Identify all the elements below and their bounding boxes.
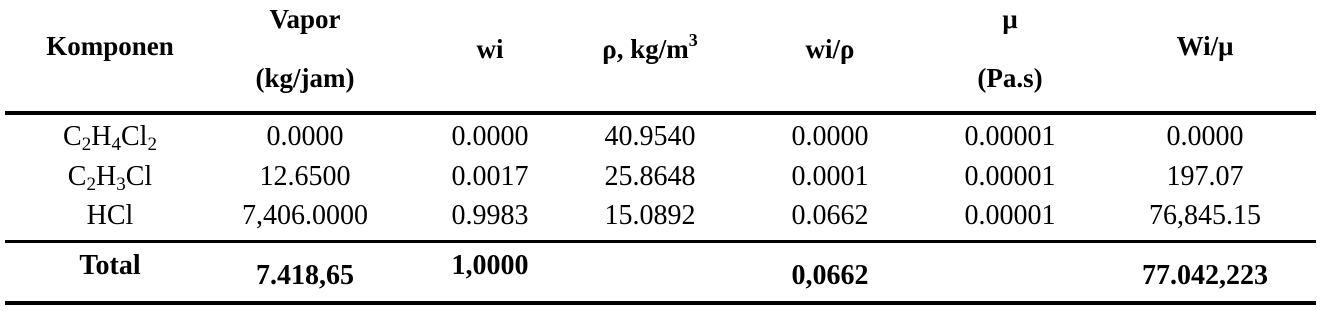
cell-rho: 15.0892 <box>604 200 696 231</box>
cell-vapor: 7,406.0000 <box>242 200 368 231</box>
formula-h: H <box>91 121 112 152</box>
cell-component <box>15 161 205 193</box>
cell-wi-mu: 197.07 <box>1166 161 1244 192</box>
cell-mu: 0.00001 <box>964 200 1056 231</box>
cell-mu: 0.00001 <box>964 161 1056 192</box>
total-top-rule <box>5 240 1316 243</box>
header-wi-mu-label: Wi/μ <box>1176 31 1234 61</box>
total-wi: 1,0000 <box>451 250 529 281</box>
total-label: Total <box>79 250 141 281</box>
cell-component: HCl <box>86 200 134 231</box>
header-bottom-rule <box>5 111 1316 115</box>
formula-sub: 2 <box>147 134 157 155</box>
header-wi-label: wi <box>476 34 504 64</box>
table-bottom-rule <box>5 301 1316 305</box>
header-wi-rho <box>760 34 900 64</box>
cell-rho: 25.8648 <box>604 161 696 192</box>
header-wi-mu <box>1110 31 1300 61</box>
cell-wi: 0.0000 <box>451 121 529 152</box>
header-vapor-unit: (kg/jam) <box>255 63 355 93</box>
header-mu-unit: (Pa.s) <box>977 63 1043 93</box>
formula-sub: 4 <box>111 134 121 155</box>
formula-sub: 3 <box>116 174 126 195</box>
cell-vapor: 12.6500 <box>259 161 351 192</box>
total-vapor: 7.418,65 <box>256 260 354 291</box>
formula-sub: 2 <box>81 134 92 155</box>
cell-wi-rho: 0.0001 <box>791 161 869 192</box>
cell-wi: 0.9983 <box>451 200 529 231</box>
formula-c: C <box>63 121 82 152</box>
cell-wi-mu: 76,845.15 <box>1149 200 1261 231</box>
formula-c: C <box>67 161 87 192</box>
cell-wi-rho: 0.0662 <box>791 200 869 231</box>
formula-cl: Cl <box>120 121 148 152</box>
header-rho-label: ρ, kg/m <box>602 34 689 64</box>
cell-wi-mu: 0.0000 <box>1166 121 1244 152</box>
table-row-hcl <box>0 200 1320 234</box>
cell-wi-rho: 0.0000 <box>791 121 869 152</box>
cell-rho: 40.9540 <box>604 121 696 152</box>
cell-mu: 0.00001 <box>964 121 1056 152</box>
header-rho-superscript: 3 <box>688 30 698 50</box>
formula-h: H <box>95 161 117 192</box>
cell-wi: 0.0017 <box>451 161 529 192</box>
formula-cl: Cl <box>125 161 153 192</box>
header-wi-rho-label: wi/ρ <box>805 34 855 64</box>
cell-component <box>15 121 205 153</box>
header-rho <box>560 30 740 64</box>
header-komponen-label: Komponen <box>46 31 174 61</box>
table-row-c2h3cl <box>0 161 1320 195</box>
header-vapor <box>205 4 405 93</box>
total-wi-rho: 0,0662 <box>791 260 869 291</box>
cell-vapor: 0.0000 <box>266 121 344 152</box>
formula-sub: 2 <box>86 174 96 195</box>
table-row-c2h4cl2 <box>0 121 1320 155</box>
header-mu-title: μ <box>1002 4 1018 34</box>
header-wi <box>425 34 555 64</box>
header-vapor-title: Vapor <box>269 4 341 34</box>
header-komponen <box>15 31 205 61</box>
header-mu <box>935 4 1085 93</box>
total-wi-mu: 77.042,223 <box>1142 260 1268 291</box>
